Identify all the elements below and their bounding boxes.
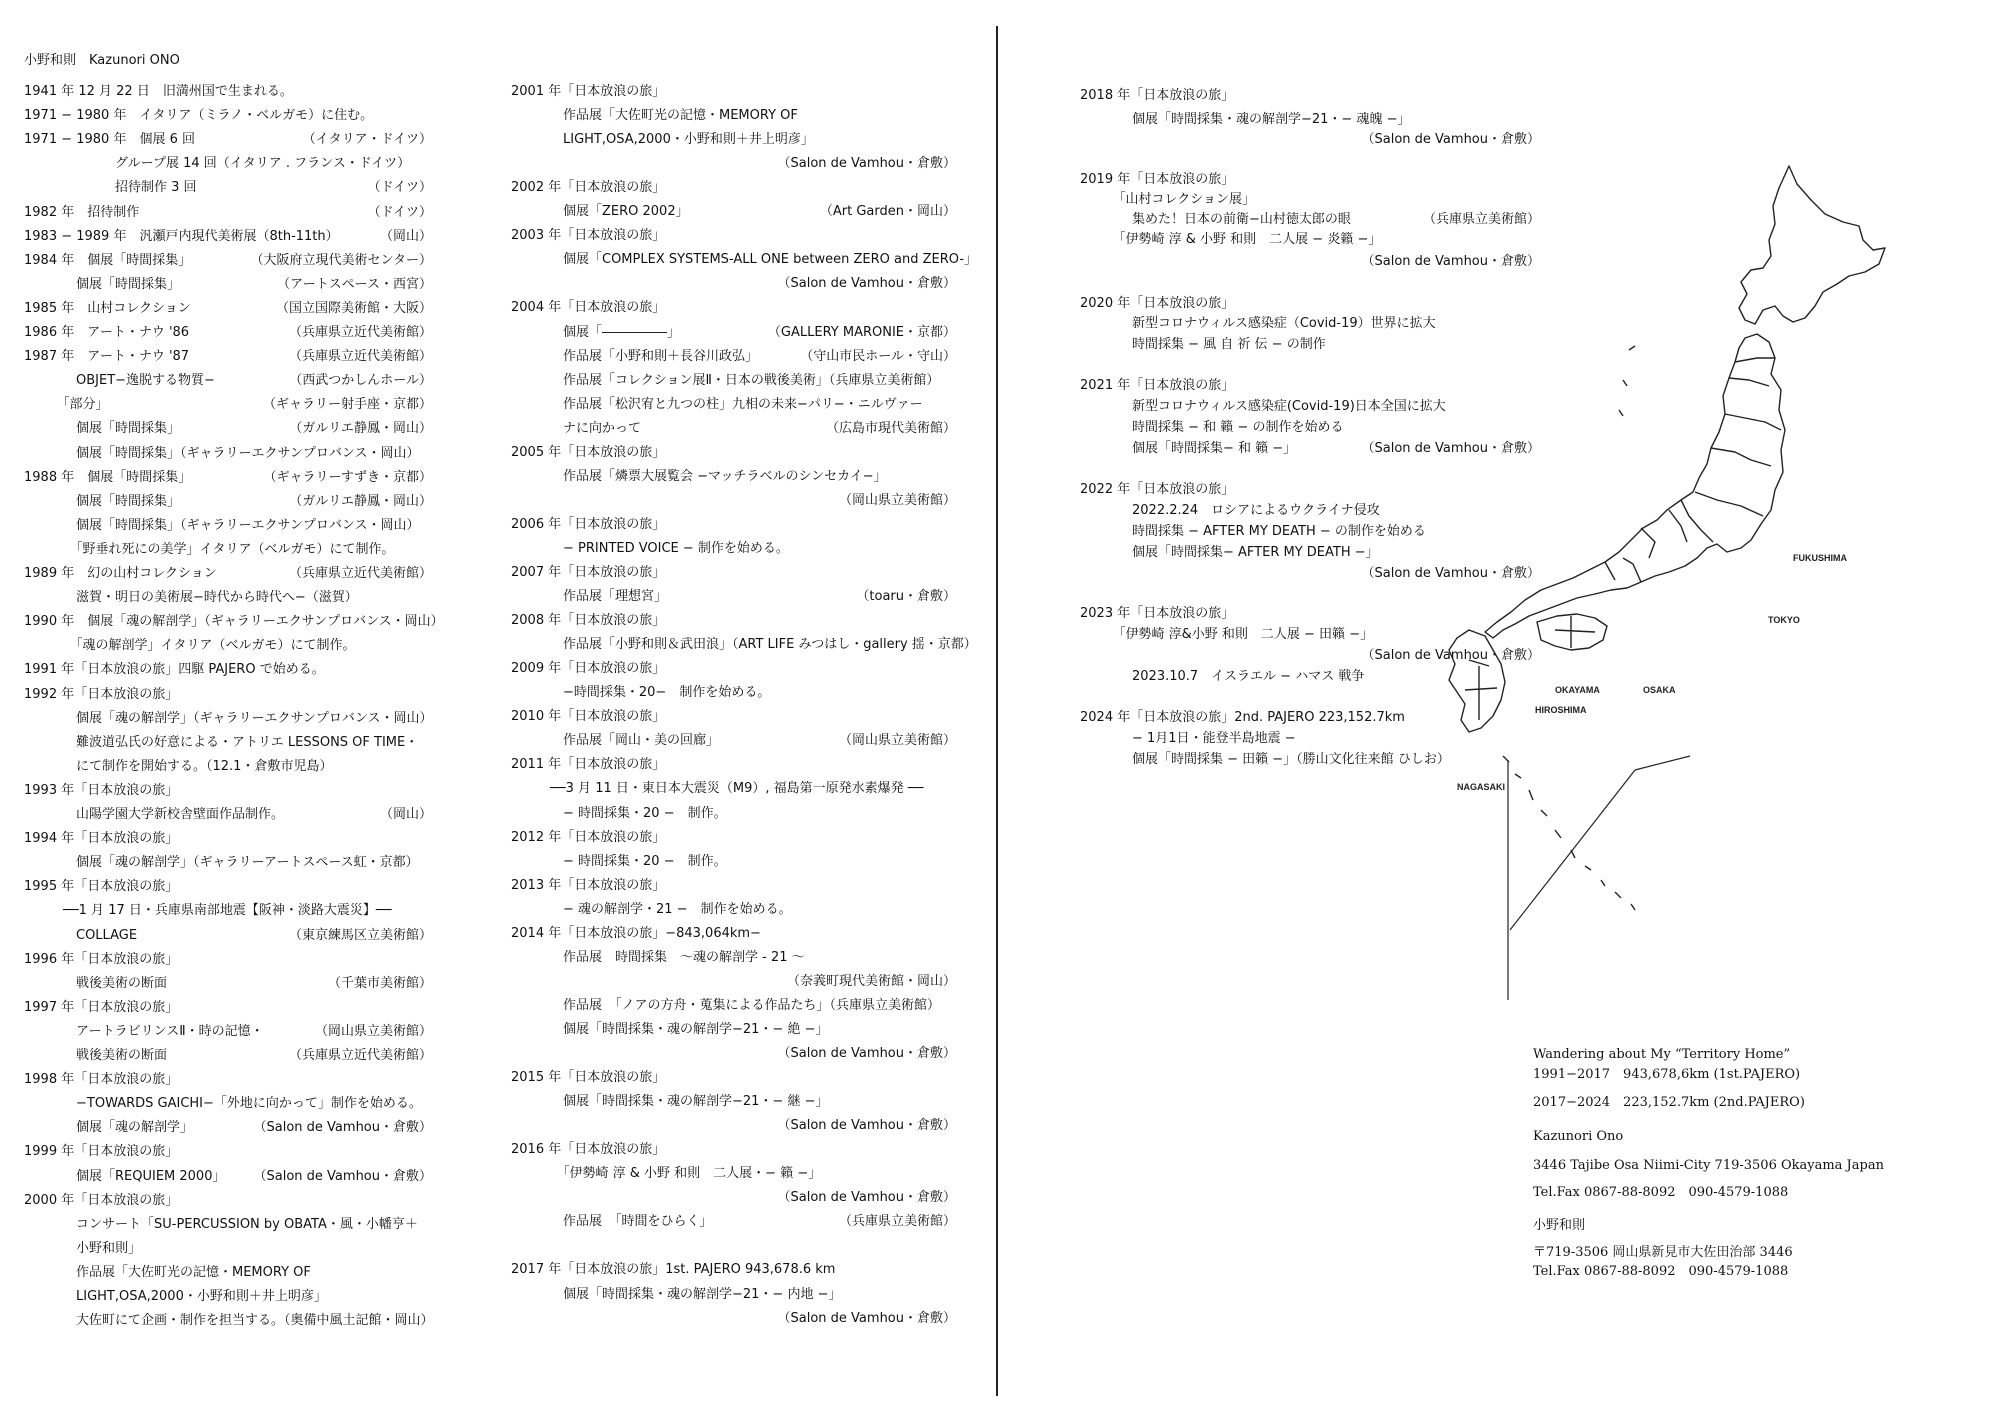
chronology-line: [24, 108, 432, 124]
chronology-text: 作品展「コレクション展Ⅱ・日本の戦後美術」（兵庫県立美術館）: [511, 372, 940, 388]
chronology-venue: （Salon de Vamhou・倉敷）: [253, 1120, 432, 1136]
chronology-text: 作品展「小野和則＋長谷川政弘」: [511, 348, 759, 364]
chronology-text: 1984 年 個展「時間採集」: [24, 252, 192, 268]
chronology-line: [24, 470, 432, 486]
chronology-line: [511, 1287, 956, 1303]
chronology-line: [24, 614, 444, 630]
chronology-line: [511, 1070, 956, 1086]
chronology-venue: （西武つかしんホール）: [289, 373, 432, 389]
chronology-line: [511, 1022, 956, 1038]
chronology-text: 2010 年「日本放浪の旅」: [511, 709, 666, 725]
chronology-text: 個展「―――――」: [511, 324, 681, 340]
contact-name-jp: 小野和則: [1533, 1218, 1586, 1233]
chronology-line: [24, 1193, 432, 1209]
chronology-line: [511, 541, 956, 557]
chronology-text: 招待制作 3 回: [24, 180, 197, 196]
chronology-text: 個展「時間採集− 和 籟 −」: [1080, 441, 1297, 456]
chronology-text: −TOWARDS GAICHI−「外地に向かって」制作を始める。: [24, 1096, 422, 1112]
chronology-line: [511, 685, 956, 701]
chronology-text: 個展「時間採集・魂の解剖学−21・− 魂魄 −」: [1080, 112, 1411, 127]
chronology-line: [24, 1241, 432, 1257]
chronology-venue: （ガルリエ静鳳・岡山）: [289, 421, 432, 437]
chronology-text: 新型コロナウィルス感染症(Covid-19)日本全国に拡大: [1080, 399, 1446, 414]
chronology-line: [511, 950, 956, 966]
chronology-line: [511, 349, 956, 365]
chronology-text: 個展「時間採集」: [24, 276, 181, 292]
chronology-text: 1988 年 個展「時間採集」: [24, 469, 192, 485]
chronology-text: 1941 年 12 月 22 日 旧満州国で生まれる。: [24, 84, 293, 99]
chronology-line: [24, 277, 432, 293]
chronology-text: 時間採集 − AFTER MY DEATH − の制作を始める: [1080, 524, 1426, 539]
chronology-text: 個展「時間採集」: [24, 493, 181, 509]
chronology-line: [24, 566, 432, 582]
chronology-text: 2019 年「日本放浪の旅」: [1080, 172, 1235, 187]
chronology-line: [24, 831, 432, 847]
chronology-venue: （兵庫県立美術館）: [838, 1214, 956, 1230]
chronology-text: 作品展「大佐町光の記憶・MEMORY OF: [511, 108, 798, 124]
chronology-venue: （Salon de Vamhou・倉敷）: [777, 1046, 956, 1061]
chronology-line: [511, 493, 956, 509]
chronology-venue: （Salon de Vamhou・倉敷）: [1361, 441, 1540, 456]
chronology-text: 作品展「理想宮」: [511, 589, 668, 605]
chronology-text: − 時間採集・20 − 制作。: [511, 805, 727, 821]
chronology-venue: （Salon de Vamhou・倉敷）: [1361, 132, 1540, 147]
chronology-line: [511, 84, 956, 100]
chronology-line: [511, 974, 956, 990]
chronology-line: [511, 1214, 956, 1230]
chronology-venue: （ギャラリー射手座・京都）: [262, 397, 432, 413]
chronology-text: 「伊勢崎 淳 & 小野 和則 二人展・− 籟 −」: [511, 1166, 822, 1182]
chronology-line: [24, 518, 432, 534]
chronology-line: [24, 1072, 432, 1088]
chronology-text: 個展「時間採集・魂の解剖学−21・− 継 −」: [511, 1094, 829, 1110]
chronology-line: [511, 613, 956, 629]
chronology-text: ──1 月 17 日・兵庫県南部地震【阪神・淡路大震災】──: [24, 903, 392, 919]
chronology-text: 2023 年「日本放浪の旅」: [1080, 606, 1235, 621]
chronology-line: [24, 205, 432, 221]
chronology-venue: （Salon de Vamhou・倉敷）: [1361, 566, 1540, 581]
chronology-text: 1982 年 招待制作: [24, 204, 140, 220]
chronology-text: 「山村コレクション展」: [1080, 192, 1255, 207]
chronology-line: [511, 1190, 956, 1206]
chronology-text: 個展「時間採集 − 田籟 −」（勝山文化往来館 ひしお）: [1080, 752, 1450, 767]
chronology-line: [24, 373, 432, 389]
chronology-venue: （奈義町現代美術館・岡山）: [786, 973, 956, 989]
chronology-line: [511, 854, 956, 870]
chronology-line: [511, 830, 956, 846]
chronology-venue: （岡山）: [379, 807, 432, 822]
chronology-text: グループ展 14 回（イタリア . フランス・ドイツ）: [24, 156, 411, 172]
chronology-line: [511, 781, 956, 797]
chronology-line: [511, 637, 977, 653]
chronology-venue: （Salon de Vamhou・倉敷）: [1361, 648, 1540, 663]
chronology-text: 1996 年「日本放浪の旅」: [24, 951, 179, 967]
chronology-venue: （GALLERY MARONIE・京都）: [767, 324, 956, 340]
chronology-line: [511, 589, 956, 605]
chronology-line: [24, 421, 432, 437]
page-fold-divider: [996, 26, 998, 1396]
chronology-text: 2022 年「日本放浪の旅」: [1080, 482, 1235, 497]
chronology-text: 作品展 「ノアの方舟・蒐集による作品たち」（兵庫県立美術館）: [511, 997, 941, 1013]
chronology-line: [24, 253, 432, 269]
chronology-text: 1987 年 アート・ナウ '87: [24, 349, 190, 365]
chronology-line: [511, 1262, 956, 1278]
chronology-venue: （ギャラリーすずき・京都）: [263, 469, 432, 485]
chronology-text: 2001 年「日本放浪の旅」: [511, 84, 666, 99]
chronology-text: 個展「時間採集」: [24, 421, 181, 437]
chronology-text: 2011 年「日本放浪の旅」: [511, 757, 666, 773]
japan-map: [1445, 160, 1985, 1000]
chronology-text: LIGHT,OSA,2000・小野和則＋井上明彦」: [511, 132, 814, 148]
chronology-line: [511, 469, 956, 485]
chronology-text: にて制作を開始する。（12.1・倉敷市児島）: [24, 758, 333, 774]
chronology-line: [511, 180, 956, 196]
chronology-line: [24, 1000, 432, 1016]
chronology-venue: （広島市現代美術館）: [825, 420, 956, 436]
chronology-text: LIGHT,OSA,2000・小野和則＋井上明彦」: [24, 1289, 327, 1304]
chronology-text: 1971 − 1980 年 イタリア（ミラノ・ベルガモ）に住む。: [24, 108, 374, 124]
chronology-line: [24, 325, 432, 341]
chronology-text: 作品展 時間採集 〜魂の解剖学 - 21 〜: [511, 949, 805, 965]
chronology-text: 1999 年「日本放浪の旅」: [24, 1144, 179, 1160]
chronology-line: [24, 879, 432, 895]
chronology-venue: （Art Garden・岡山）: [819, 204, 956, 220]
chronology-text: 戦後美術の断面: [24, 975, 168, 991]
chronology-line: [24, 1144, 432, 1160]
chronology-venue: （大阪府立現代美術センター）: [250, 252, 432, 268]
chronology-venue: （イタリア・ドイツ）: [302, 132, 432, 148]
chronology-line: [24, 590, 432, 606]
chronology-line: [511, 661, 956, 677]
chronology-line: [24, 84, 432, 100]
chronology-line: [511, 156, 956, 172]
chronology-venue: （岡山県立美術館）: [838, 733, 956, 749]
chronology-text: 2003 年「日本放浪の旅」: [511, 228, 666, 244]
chronology-text: 2017 年「日本放浪の旅」1st. PAJERO 943,678.6 km: [511, 1262, 836, 1278]
chronology-line: [24, 711, 432, 727]
chronology-venue: （岡山）: [379, 228, 432, 244]
chronology-venue: （ドイツ）: [367, 180, 432, 196]
chronology-text: 個展「時間採集・魂の解剖学−21・− 内地 −」: [511, 1286, 842, 1302]
chronology-text: 2006 年「日本放浪の旅」: [511, 516, 666, 532]
contact-address-en: 3446 Tajibe Osa Niimi-City 719-3506 Okayama Japan: [1533, 1158, 1884, 1173]
chronology-line: [24, 132, 432, 148]
chronology-text: 戦後美術の断面: [24, 1048, 168, 1063]
chronology-text: − 魂の解剖学・21 − 制作を始める。: [511, 901, 792, 917]
map-label-okayama: OKAYAMA: [1555, 685, 1600, 695]
chronology-venue: （Salon de Vamhou・倉敷）: [777, 156, 956, 172]
chronology-venue: （Salon de Vamhou・倉敷）: [777, 276, 956, 292]
chronology-text: 作品展「燐票大展覧会 −マッチラベルのシンセカイ−」: [511, 468, 887, 484]
chronology-line: [24, 229, 432, 245]
chronology-text: 作品展「大佐町光の記憶・MEMORY OF: [24, 1264, 311, 1280]
chronology-text: 2000 年「日本放浪の旅」: [24, 1192, 179, 1208]
chronology-text: 2023.10.7 イスラエル − ハマス 戦争: [1080, 669, 1365, 684]
chronology-line: [511, 108, 956, 124]
chronology-line: [24, 1313, 432, 1329]
chronology-venue: （国立国際美術館・大阪）: [275, 300, 432, 316]
chronology-text: 2004 年「日本放浪の旅」: [511, 300, 666, 316]
map-label-fukushima: FUKUSHIMA: [1793, 553, 1847, 563]
chronology-line: [24, 446, 432, 462]
chronology-text: 新型コロナウィルス感染症（Covid-19）世界に拡大: [1080, 316, 1436, 331]
map-label-hiroshima: HIROSHIMA: [1535, 705, 1587, 715]
chronology-venue: （兵庫県立近代美術館）: [288, 566, 432, 581]
chronology-line: [511, 132, 956, 148]
chronology-line: [24, 735, 432, 751]
chronology-text: 個展「ZERO 2002」: [511, 204, 689, 220]
chronology-text: 2015 年「日本放浪の旅」: [511, 1070, 666, 1086]
header-name: 小野和則 Kazunori ONO: [24, 53, 180, 68]
chronology-text: 1989 年 幻の山村コレクション: [24, 566, 217, 581]
chronology-line: [511, 445, 956, 461]
chronology-line: [511, 1142, 956, 1158]
chronology-venue: （Salon de Vamhou・倉敷）: [1361, 254, 1540, 269]
chronology-text: 1991 年「日本放浪の旅」四駆 PAJERO で始める。: [24, 662, 325, 678]
chronology-line: [511, 1094, 956, 1110]
chronology-text: 作品展「小野和則＆武田浪」（ART LIFE みつはし・gallery 揺・京都）: [511, 637, 977, 653]
chronology-text: 1971 − 1980 年 個展 6 回: [24, 132, 195, 148]
chronology-line: [24, 1265, 432, 1281]
chronology-text: 滋賀・明日の美術展−時代から時代へ−（滋賀）: [24, 590, 358, 606]
chronology-text: 2018 年「日本放浪の旅」: [1080, 88, 1235, 103]
chronology-line: [24, 1096, 432, 1112]
chronology-text: OBJET−逸脱する物質−: [24, 373, 215, 389]
contact-name-en: Kazunori Ono: [1533, 1129, 1624, 1144]
chronology-text: COLLAGE: [24, 927, 138, 943]
chronology-text: 2005 年「日本放浪の旅」: [511, 444, 666, 460]
chronology-line: [511, 902, 956, 918]
chronology-text: 1995 年「日本放浪の旅」: [24, 879, 179, 895]
chronology-text: 個展「魂の解剖学」（ギャラリーアートスペース虹・京都）: [24, 855, 419, 871]
chronology-text: 個展「REQUIEM 2000」: [24, 1168, 226, 1184]
chronology-line: [511, 517, 956, 533]
chronology-venue: （千葉市美術館）: [327, 975, 432, 991]
chronology-line: [24, 1048, 432, 1064]
chronology-text: 個展「魂の解剖学」: [24, 1120, 194, 1136]
chronology-line: [511, 373, 956, 389]
chronology-venue: （岡山県立美術館）: [838, 492, 956, 508]
chronology-text: 個展「時間採集」（ギャラリーエクサンプロバンス・岡山）: [24, 517, 420, 533]
chronology-line: [24, 542, 432, 558]
chronology-text: 作品展 「時間をひらく」: [511, 1214, 713, 1230]
chronology-text: 2012 年「日本放浪の旅」: [511, 829, 666, 845]
chronology-text: 1994 年「日本放浪の旅」: [24, 831, 179, 847]
chronology-line: [24, 301, 432, 317]
chronology-text: 2022.2.24 ロシアによるウクライナ侵攻: [1080, 503, 1380, 518]
chronology-line: [24, 976, 432, 992]
chronology-line: [24, 397, 432, 413]
chronology-line: [24, 662, 432, 678]
chronology-text: 「魂の解剖学」イタリア（ベルガモ）にて制作。: [24, 638, 356, 654]
chronology-text: −時間採集・20− 制作を始める。: [511, 685, 771, 701]
chronology-text: − 1月1日・能登半島地震 −: [1080, 731, 1296, 746]
chronology-text: 1997 年「日本放浪の旅」: [24, 999, 179, 1015]
chronology-line: [511, 926, 956, 942]
chronology-line: [24, 1217, 432, 1233]
chronology-line: [511, 709, 956, 725]
chronology-text: 個展「時間採集− AFTER MY DEATH −」: [1080, 545, 1379, 560]
chronology-line: [24, 180, 432, 196]
chronology-text: アートラビリンスⅡ・時の記憶・: [24, 1023, 264, 1039]
contact-tel-2: Tel.Fax 0867-88-8092 090-4579-1088: [1533, 1264, 1789, 1279]
chronology-text: 1983 − 1989 年 汎瀬戸内現代美術展（8th-11th）: [24, 228, 339, 244]
chronology-line: [24, 783, 432, 799]
contact-tel-1: Tel.Fax 0867-88-8092 090-4579-1088: [1533, 1185, 1789, 1200]
chronology-text: 1998 年「日本放浪の旅」: [24, 1072, 179, 1088]
chronology-text: 2020 年「日本放浪の旅」: [1080, 296, 1235, 311]
chronology-text: 「部分」: [24, 397, 109, 413]
chronology-text: 2008 年「日本放浪の旅」: [511, 613, 666, 629]
chronology-line: [24, 1289, 432, 1305]
chronology-text: − 時間採集・20 − 制作。: [511, 853, 727, 869]
chronology-text: 個展「時間採集・魂の解剖学−21・− 絶 −」: [511, 1021, 829, 1037]
contact-trip-2: 2017−2024 223,152.7km (2nd.PAJERO): [1533, 1095, 1805, 1110]
chronology-venue: （ドイツ）: [367, 204, 432, 220]
chronology-venue: （兵庫県立近代美術館）: [288, 1048, 432, 1063]
chronology-line: [24, 156, 432, 172]
chronology-venue: （ガルリエ静鳳・岡山）: [289, 493, 432, 509]
chronology-line: [24, 638, 432, 654]
chronology-venue: （兵庫県立近代美術館）: [288, 325, 432, 340]
chronology-text: 「伊勢崎 淳 & 小野 和則 二人展 − 炎籟 −」: [1080, 232, 1382, 247]
chronology-venue: （Salon de Vamhou・倉敷）: [777, 1118, 956, 1134]
chronology-text: 個展「魂の解剖学」（ギャラリーエクサンプロバンス・岡山）: [24, 710, 433, 726]
chronology-text: 2021 年「日本放浪の旅」: [1080, 378, 1235, 393]
chronology-line: [511, 397, 956, 413]
chronology-venue: （Salon de Vamhou・倉敷）: [777, 1190, 956, 1206]
chronology-line: [511, 1238, 956, 1254]
chronology-line: [24, 855, 432, 871]
chronology-text: 集めた！日本の前衛−山村徳太郎の眼: [1080, 212, 1351, 227]
chronology-line: [511, 252, 978, 268]
chronology-venue: （アートスペース・西宮）: [277, 276, 432, 292]
chronology-venue: （Salon de Vamhou・倉敷）: [777, 1310, 956, 1326]
chronology-line: [511, 1046, 956, 1062]
chronology-line: [24, 687, 432, 703]
chronology-text: 個展「COMPLEX SYSTEMS-ALL ONE between ZERO and ZERO-」: [511, 252, 978, 268]
map-label-nagasaki: NAGASAKI: [1457, 782, 1506, 792]
chronology-text: 2013 年「日本放浪の旅」: [511, 877, 666, 893]
chronology-text: 1985 年 山村コレクション: [24, 300, 191, 316]
chronology-line: [511, 1118, 956, 1134]
chronology-text: 2009 年「日本放浪の旅」: [511, 661, 666, 677]
contact-address-jp: 〒719-3506 岡山県新見市大佐田治部 3446: [1533, 1245, 1793, 1260]
chronology-line: [24, 928, 432, 944]
chronology-venue: （守山市民ホール・守山）: [800, 348, 956, 364]
chronology-text: 2007 年「日本放浪の旅」: [511, 565, 666, 580]
chronology-line: [511, 806, 956, 822]
chronology-line: [511, 325, 956, 341]
chronology-text: 作品展「岡山・美の回廊」: [511, 733, 720, 749]
chronology-text: 時間採集 − 和 籟 − の制作を始める: [1080, 420, 1344, 435]
chronology-line: [1080, 88, 1540, 104]
chronology-line: [1080, 132, 1540, 148]
chronology-text: 小野和則」: [24, 1240, 142, 1256]
chronology-line: [24, 1024, 432, 1040]
chronology-line: [511, 565, 956, 581]
chronology-line: [511, 1311, 956, 1327]
chronology-text: 2002 年「日本放浪の旅」: [511, 180, 666, 196]
chronology-line: [511, 733, 956, 749]
contact-title: Wandering about My “Territory Home”: [1533, 1047, 1791, 1062]
chronology-text: 山陽学園大学新校舎壁面作品制作。: [24, 807, 285, 822]
chronology-line: [24, 494, 432, 510]
chronology-line: [24, 903, 432, 919]
chronology-line: [511, 998, 956, 1014]
chronology-text: 2016 年「日本放浪の旅」: [511, 1142, 666, 1158]
chronology-line: [511, 228, 956, 244]
chronology-text: 時間採集 − 風 自 祈 伝 − の制作: [1080, 337, 1326, 352]
chronology-line: [24, 759, 432, 775]
chronology-venue: （Salon de Vamhou・倉敷）: [253, 1168, 432, 1184]
chronology-venue: （兵庫県立美術館）: [1422, 212, 1540, 227]
chronology-text: 「伊勢崎 淳&小野 和則 二人展 − 田籟 −」: [1080, 627, 1374, 642]
chronology-line: [24, 1120, 432, 1136]
chronology-text: 1992 年「日本放浪の旅」: [24, 686, 179, 702]
chronology-text: 作品展「松沢宥と九つの柱」九相の未来−パリ−・ニルヴァー: [511, 396, 923, 412]
chronology-line: [511, 1166, 956, 1182]
chronology-text: 1993 年「日本放浪の旅」: [24, 782, 179, 798]
chronology-text: 大佐町にて企画・制作を担当する。（奥備中風土記館・岡山）: [24, 1313, 434, 1329]
chronology-line: [24, 349, 432, 365]
chronology-line: [511, 757, 956, 773]
chronology-line: [511, 878, 956, 894]
chronology-venue: （東京練馬区立美術館）: [288, 927, 432, 943]
chronology-line: [511, 300, 956, 316]
chronology-line: [1080, 112, 1540, 128]
chronology-line: [24, 952, 432, 968]
chronology-venue: （岡山県立美術館）: [314, 1023, 432, 1039]
chronology-text: ナに向かって: [511, 420, 642, 436]
chronology-text: ──3 月 11 日・東日本大震災（M9）, 福島第一原発水素爆発 ──: [511, 781, 924, 797]
chronology-text: 1986 年 アート・ナウ '86: [24, 325, 190, 340]
chronology-text: 個展「時間採集」（ギャラリーエクサンプロバンス・岡山）: [24, 445, 420, 461]
chronology-text: − PRINTED VOICE − 制作を始める。: [511, 540, 789, 556]
chronology-line: [24, 1169, 432, 1185]
chronology-text: 2014 年「日本放浪の旅」−843,064km−: [511, 925, 761, 941]
chronology-line: [511, 421, 956, 437]
chronology-text: コンサート「SU-PERCUSSION by OBATA・風・小幡亨＋: [24, 1216, 418, 1232]
chronology-venue: （toaru・倉敷）: [856, 589, 956, 605]
map-label-osaka: OSAKA: [1643, 685, 1676, 695]
chronology-line: [24, 807, 432, 823]
chronology-text: 2024 年「日本放浪の旅」2nd. PAJERO 223,152.7km: [1080, 710, 1405, 725]
contact-trip-1: 1991−2017 943,678,6km (1st.PAJERO): [1533, 1067, 1801, 1082]
chronology-line: [511, 204, 956, 220]
chronology-venue: （兵庫県立近代美術館）: [288, 349, 432, 365]
map-label-tokyo: TOKYO: [1768, 615, 1800, 625]
chronology-text: 難波道弘氏の好意による・アトリエ LESSONS OF TIME・: [24, 734, 419, 750]
chronology-text: 1990 年 個展「魂の解剖学」（ギャラリーエクサンプロバンス・岡山）: [24, 614, 444, 630]
chronology-line: [511, 276, 956, 292]
chronology-text: 「野垂れ死にの美学」イタリア（ベルガモ）にて制作。: [24, 541, 395, 557]
